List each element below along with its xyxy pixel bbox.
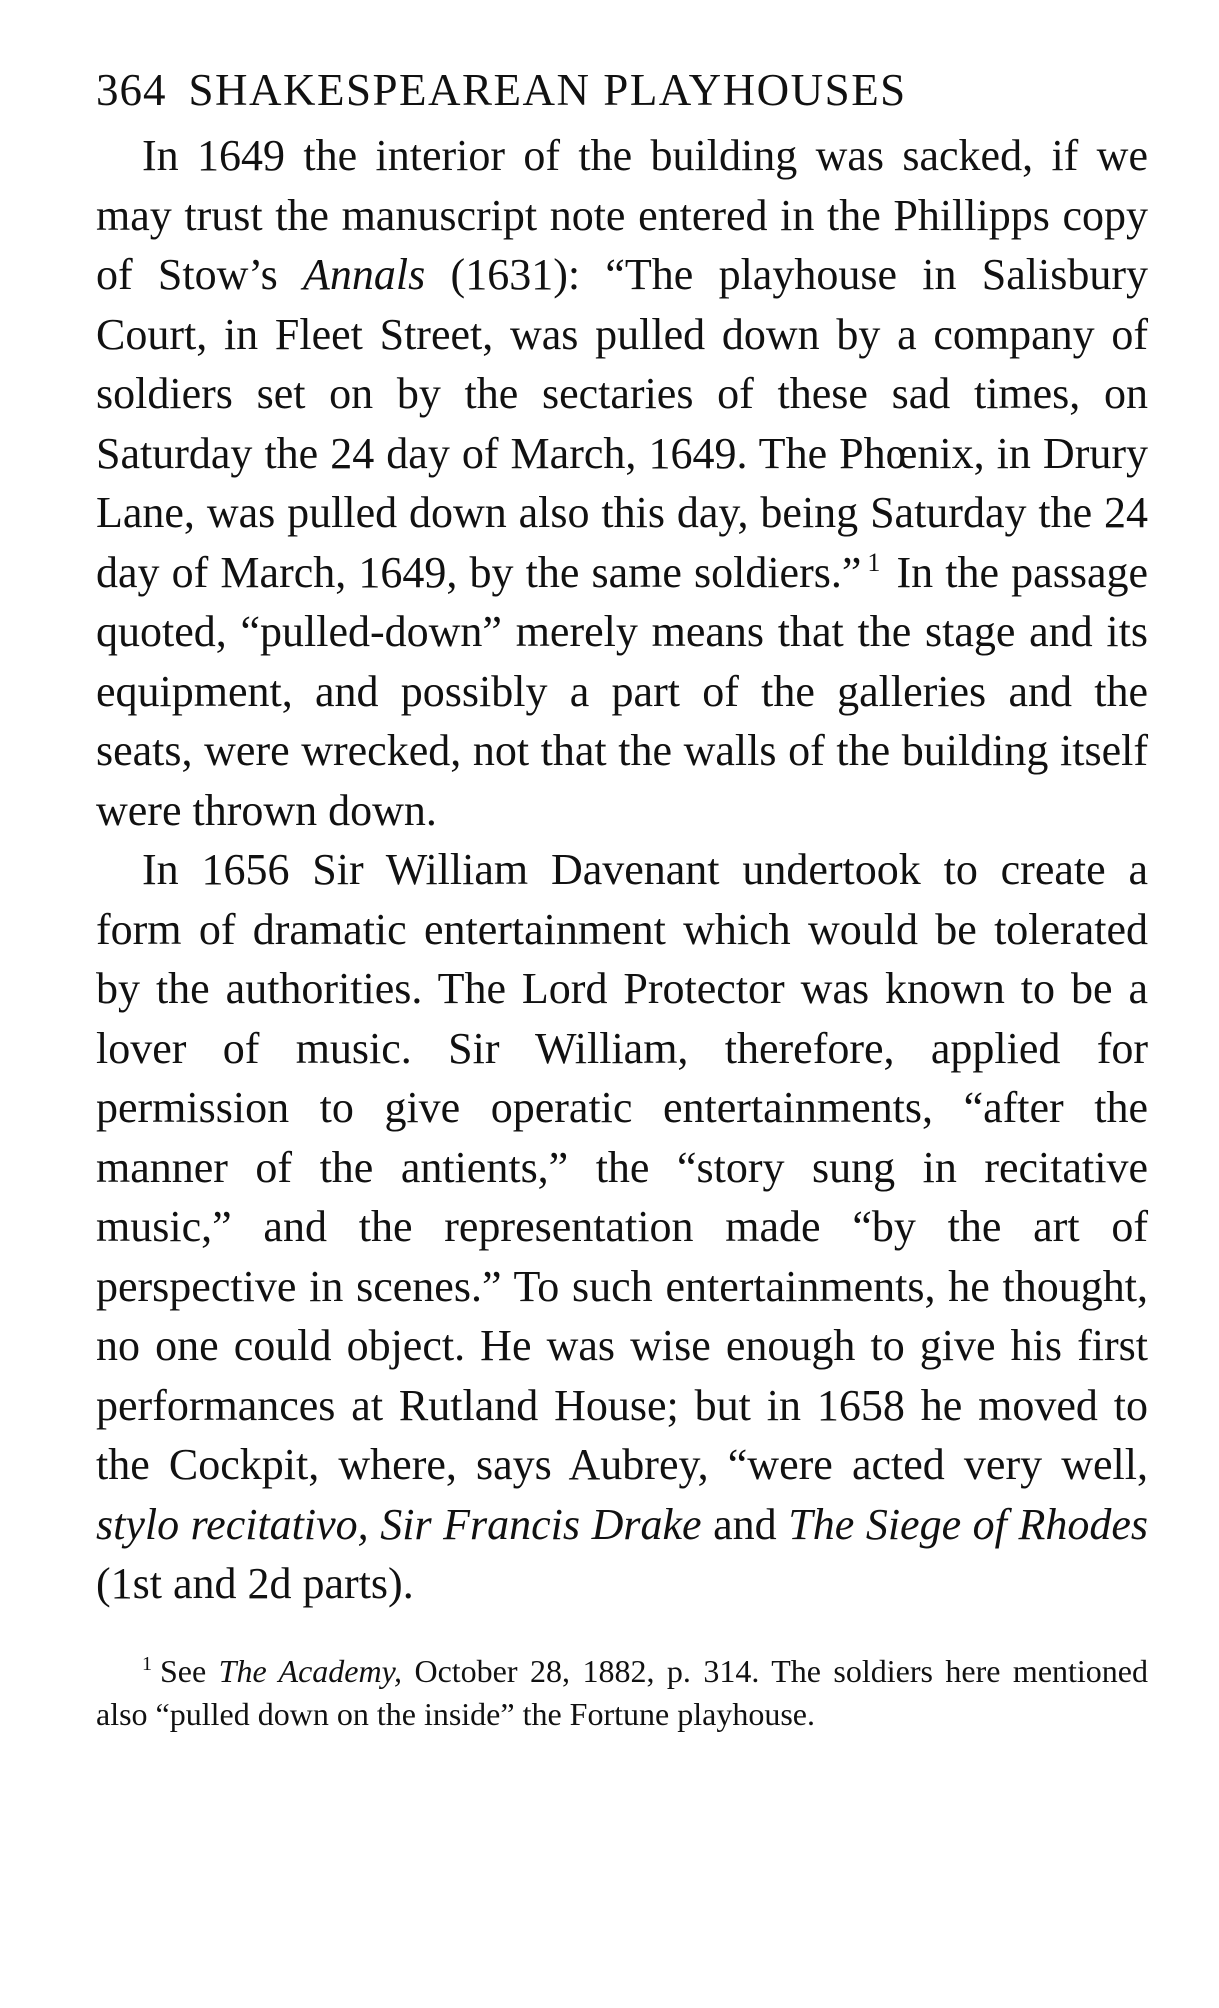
academy-title: The Academy, bbox=[218, 1652, 403, 1689]
paragraph-1-text-b: (1631): “The playhouse in Salisbury Court, in Fleet Street, was pulled down by a company of soldiers set on by the sectaries of these sad times, on Saturday the 24 day of March, 1649. The Phœnix, in Drury Lane, was pulled down also this day, being Saturday the 24 day of March, 1649, by the same soldiers.” bbox=[96, 250, 1148, 597]
siege-of-rhodes-title: The Siege of Rhodes bbox=[788, 1499, 1149, 1549]
footnote bbox=[96, 1650, 1148, 1736]
footnote-reference[interactable]: 1 bbox=[867, 547, 881, 577]
paragraph-2-text-b: and bbox=[701, 1499, 789, 1549]
paragraph-1-text-a: In 1649 the interior of the building was sacked, if we may trust the manuscript note entered in the Phillipps copy of Stow’s bbox=[96, 131, 1148, 299]
footnote-text-a: See bbox=[160, 1652, 219, 1689]
running-title: SHAKESPEAREAN PLAYHOUSES bbox=[188, 65, 907, 115]
annals-title: Annals bbox=[303, 250, 426, 299]
footnote-marker: 1 bbox=[142, 1652, 152, 1675]
paragraph-2-text-a: In 1656 Sir William Davenant undertook to create a form of dramatic entertainment which would be tolerated by the authorities. The Lord Protector was known to be a lover of music. Sir William, therefore, applied for permission to give operatic entertainments, “after the manner of the antients,” the “story sung in recitative music,” and the representation made “by the art of perspective in scenes.” To such entertainments, he thought, no one could object. He was wise enough to give his first performances at Rutland House; but in 1658 he moved to the Cockpit, where, says Aubrey, “were acted very well, bbox=[96, 845, 1148, 1489]
running-head bbox=[96, 60, 1148, 120]
footnote-1 bbox=[96, 1650, 1148, 1736]
book-page bbox=[96, 60, 1148, 1736]
paragraph-2 bbox=[96, 840, 1148, 1614]
paragraph-1 bbox=[96, 126, 1148, 840]
paragraph-1-text-c: In the passage quoted, “pulled-down” merely means that the stage and its equipment, and possibly a part of the galleries and the seats, were wrecked, not that the walls of the building itself were thrown down. bbox=[96, 547, 1149, 835]
footnote-text-b: October 28, 1882, p. 314. The soldiers here mentioned also “pulled down on the inside” the Fortune playhouse. bbox=[96, 1652, 1149, 1732]
body-text bbox=[96, 126, 1148, 1614]
paragraph-2-text-c: (1st and 2d parts). bbox=[96, 1559, 414, 1608]
stylo-recitativo-drake: stylo recitativo, Sir Francis Drake bbox=[96, 1499, 702, 1549]
page-number: 364 bbox=[96, 65, 167, 115]
